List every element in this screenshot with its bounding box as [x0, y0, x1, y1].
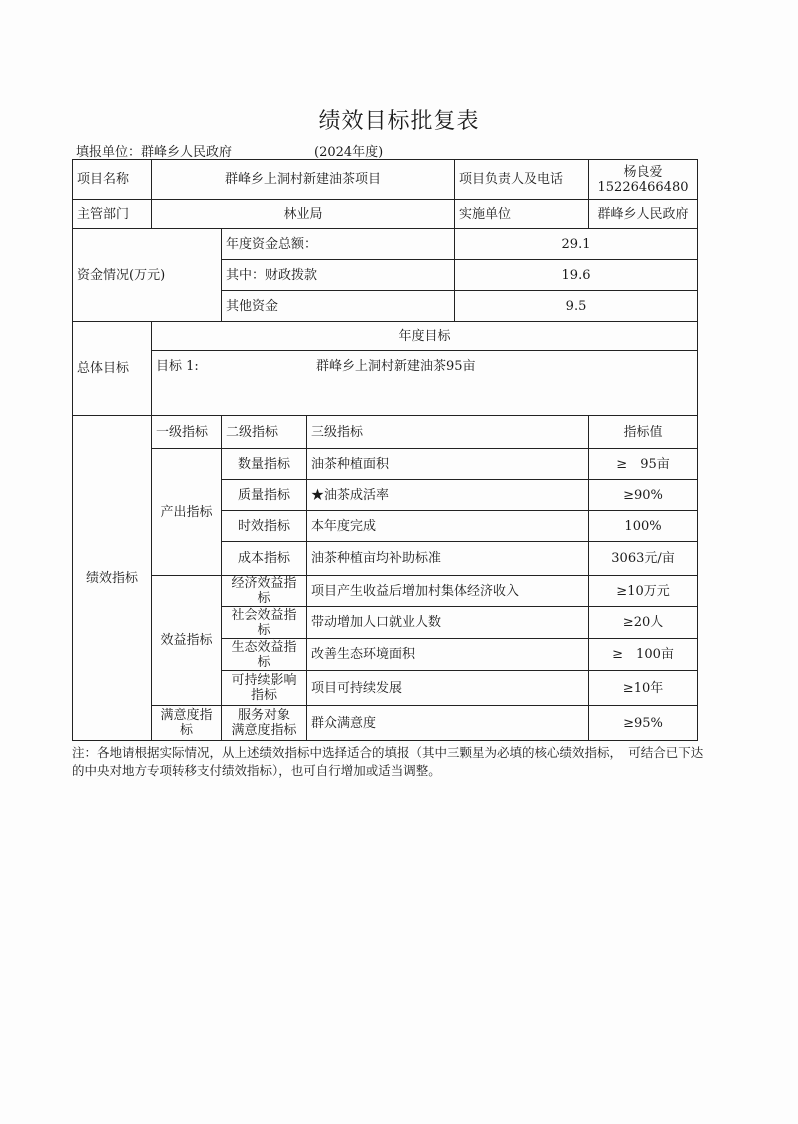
l2-indicator: 时效指标 [222, 511, 307, 542]
indicator-value: ≥20人 [589, 607, 698, 639]
l3-indicator: ★油茶成活率 [307, 480, 589, 511]
target-1-label: 目标 1: [156, 359, 199, 374]
overall-target-cell [152, 351, 698, 416]
table-row [73, 706, 698, 741]
l2-indicator: 生态效益指标 [222, 639, 307, 671]
l3-indicator: 油茶种植亩均补助标准 [307, 542, 589, 576]
l2-indicator: 经济效益指标 [222, 576, 307, 607]
indicator-value: ≥ 95亩 [589, 449, 698, 480]
reporting-unit-label: 填报单位： [76, 145, 142, 160]
project-row [73, 160, 698, 200]
l2-indicator: 服务对象 满意度指标 [222, 706, 307, 741]
project-manager-cell [589, 160, 698, 200]
output-indicators-group: 产出指标 [152, 449, 222, 576]
l3-indicator: 项目可持续发展 [307, 671, 589, 706]
perf-header-l2: 二级指标 [222, 416, 307, 449]
funds-total-value: 29.1 [455, 229, 698, 260]
reporting-unit-name: 群峰乡人民政府 [141, 145, 233, 160]
funds-other-value: 9.5 [455, 291, 698, 322]
l3-indicator: 改善生态环境面积 [307, 639, 589, 671]
indicator-value: 3063元/亩 [589, 542, 698, 576]
perf-indicators-label: 绩效指标 [73, 416, 152, 741]
report-year: (2024年度) [314, 145, 384, 160]
table-row [73, 449, 698, 480]
funds-fiscal-label: 其中：财政拨款 [222, 260, 455, 291]
project-manager-name: 杨良爱 [623, 164, 663, 180]
indicator-value: ≥10年 [589, 671, 698, 706]
funds-row-total [73, 229, 698, 260]
project-name-label: 项目名称 [73, 160, 152, 200]
funds-other-label: 其他资金 [222, 291, 455, 322]
project-name-value: 群峰乡上洞村新建油茶项目 [152, 160, 455, 200]
l3-indicator: 油茶种植面积 [307, 449, 589, 480]
perf-header-value: 指标值 [589, 416, 698, 449]
l2-indicator: 社会效益指标 [222, 607, 307, 639]
funds-total-label: 年度资金总额： [222, 229, 455, 260]
indicator-value: ≥ 100亩 [589, 639, 698, 671]
table-row [73, 576, 698, 607]
l2-indicator: 数量指标 [222, 449, 307, 480]
dept-value: 林业局 [152, 200, 455, 229]
reporting-unit-row [76, 141, 716, 160]
l3-indicator: 本年度完成 [307, 511, 589, 542]
indicator-value: 100% [589, 511, 698, 542]
performance-target-table [72, 159, 698, 741]
indicator-value: ≥10万元 [589, 576, 698, 607]
perf-header-row [73, 416, 698, 449]
annual-target-header: 年度目标 [152, 322, 698, 351]
funds-fiscal-value: 19.6 [455, 260, 698, 291]
target-1-text: 群峰乡上洞村新建油茶95亩 [316, 359, 476, 374]
footnote: 注：各地请根据实际情况，从上述绩效指标中选择适合的填报（其中三颗星为必填的核心绩效指标， 可结合已下达的中央对地方专项转移支付绩效指标），也可自行增加或适当调整。 [72, 745, 704, 778]
department-row [73, 200, 698, 229]
satisfaction-indicators-group: 满意度指标 [152, 706, 222, 741]
l2-indicator: 可持续影响指标 [222, 671, 307, 706]
page-title: 绩效目标批复表 [318, 109, 480, 134]
overall-target-label: 总体目标 [73, 322, 152, 416]
dept-label: 主管部门 [73, 200, 152, 229]
project-manager-label: 项目负责人及电话 [455, 160, 589, 200]
indicator-value: ≥90% [589, 480, 698, 511]
indicator-value: ≥95% [589, 706, 698, 741]
overall-header-row [73, 322, 698, 351]
overall-target-row [73, 351, 698, 416]
l2-indicator: 成本指标 [222, 542, 307, 576]
perf-header-l3: 三级指标 [307, 416, 589, 449]
impl-unit-value: 群峰乡人民政府 [589, 200, 698, 229]
l2-indicator: 质量指标 [222, 480, 307, 511]
perf-header-l1: 一级指标 [152, 416, 222, 449]
benefit-indicators-group: 效益指标 [152, 576, 222, 706]
l3-indicator: 带动增加人口就业人数 [307, 607, 589, 639]
project-manager-phone: 15226466480 [597, 179, 689, 195]
impl-unit-label: 实施单位 [455, 200, 589, 229]
l3-indicator: 项目产生收益后增加村集体经济收入 [307, 576, 589, 607]
funds-label: 资金情况(万元) [73, 229, 222, 322]
l3-indicator: 群众满意度 [307, 706, 589, 741]
